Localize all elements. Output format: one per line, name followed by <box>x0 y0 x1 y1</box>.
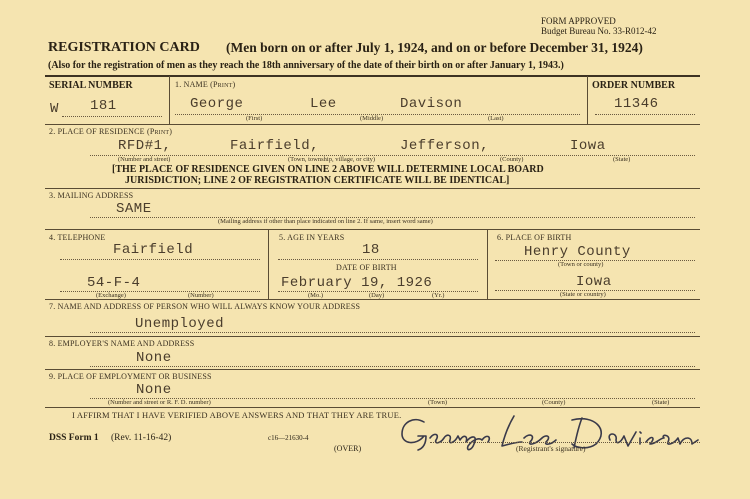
order-label: ORDER NUMBER <box>592 80 676 91</box>
residence-street: RFD#1, <box>118 138 172 154</box>
serial-prefix: W <box>50 101 59 117</box>
birthplace-state: Iowa <box>576 274 612 290</box>
birthplace-town-caption: (Town or county) <box>558 261 604 268</box>
employer-value: None <box>136 350 172 366</box>
telephone-line-2 <box>60 291 260 292</box>
residence-state: Iowa <box>570 138 606 154</box>
age-label: 5. AGE IN YEARS <box>279 233 345 242</box>
name-first: George <box>190 96 244 112</box>
telephone-label: 4. TELEPHONE <box>49 233 106 242</box>
dob-label: DATE OF BIRTH <box>336 263 397 272</box>
rule-residence <box>45 124 700 125</box>
telephone-exchange-caption: (Exchange) <box>96 292 126 299</box>
card-title: REGISTRATION CARD <box>48 40 200 55</box>
dob-mo-caption: (Mo.) <box>308 292 323 299</box>
birthplace-town: Henry County <box>524 244 631 260</box>
dob-day-caption: (Day) <box>369 292 385 299</box>
name-first-caption: (First) <box>246 115 263 122</box>
dob-value: February 19, 1926 <box>281 275 433 291</box>
affirmation-text: I AFFIRM THAT I HAVE VERIFIED ABOVE ANSWERS AND THAT THEY ARE TRUE. <box>72 410 402 420</box>
serial-line <box>62 116 162 117</box>
rule-mailing <box>45 188 700 189</box>
card-title-detail: (Men born on or after July 1, 1924, and on or before December 31, 1924) <box>226 40 643 55</box>
employment-state-caption: (State) <box>652 399 670 406</box>
residence-line <box>90 155 695 156</box>
employment-place-value: None <box>136 382 172 398</box>
age-line <box>278 259 478 260</box>
rule-contact <box>45 299 700 300</box>
signature-caption: (Registrant's signature) <box>516 444 586 453</box>
birthplace-state-caption: (State or country) <box>560 291 606 298</box>
telephone-number: 54-F-4 <box>87 275 141 291</box>
telephone-line-1 <box>60 259 260 260</box>
order-line <box>595 114 695 115</box>
form-revision: (Rev. 11-16-42) <box>111 433 172 443</box>
form-number: DSS Form 1 <box>49 433 99 443</box>
mailing-label: 3. MAILING ADDRESS <box>49 191 134 200</box>
divider-age <box>268 230 269 299</box>
name-label: 1. NAME (Print) <box>175 80 236 89</box>
age-value: 18 <box>362 242 380 258</box>
name-last-caption: (Last) <box>488 115 504 122</box>
residence-notice-1: [THE PLACE OF RESIDENCE GIVEN ON LINE 2 ABOVE WILL DETERMINE LOCAL BOARD <box>112 164 544 175</box>
residence-label: 2. PLACE OF RESIDENCE (Print) <box>49 127 173 136</box>
employment-town-caption: (Town) <box>428 399 448 406</box>
divider-serial <box>169 76 170 124</box>
residence-notice-2: JURISDICTION; LINE 2 OF REGISTRATION CERTIFICATE WILL BE IDENTICAL] <box>125 175 510 186</box>
residence-county: Jefferson, <box>400 138 490 154</box>
employer-line <box>90 366 695 367</box>
birthplace-label: 6. PLACE OF BIRTH <box>497 233 572 242</box>
residence-street-caption: (Number and street) <box>118 156 171 163</box>
employer-label: 8. EMPLOYER'S NAME AND ADDRESS <box>49 339 195 348</box>
telephone-exchange-name: Fairfield <box>113 242 194 258</box>
serial-label: SERIAL NUMBER <box>49 80 133 91</box>
rule-telephone <box>45 229 700 230</box>
name-last: Davison <box>400 96 463 112</box>
divider-birth <box>487 230 488 299</box>
signature-line <box>430 442 700 443</box>
serial-value: 181 <box>90 98 117 114</box>
divider-order <box>587 76 588 124</box>
card-subtitle: (Also for the registration of men as they reach the 18th anniversary of the date of their birth on or after January 1, 1943.) <box>48 60 564 71</box>
name-middle-caption: (Middle) <box>360 115 384 122</box>
contact-label: 7. NAME AND ADDRESS OF PERSON WHO WILL ALWAYS KNOW YOUR ADDRESS <box>49 302 361 311</box>
mailing-value: SAME <box>116 201 152 217</box>
contact-value: Unemployed <box>135 316 225 332</box>
rule-employer <box>45 336 700 337</box>
over-text: (OVER) <box>334 444 362 453</box>
employment-place-label: 9. PLACE OF EMPLOYMENT OR BUSINESS <box>49 372 212 381</box>
order-value: 11346 <box>614 96 659 112</box>
contact-line <box>90 332 695 333</box>
rule-top <box>45 75 700 77</box>
residence-town: Fairfield, <box>230 138 320 154</box>
residence-state-caption: (State) <box>613 156 631 163</box>
budget-bureau-text: Budget Bureau No. 33-R012-42 <box>541 26 657 36</box>
telephone-number-caption: (Number) <box>188 292 214 299</box>
form-approved-text: FORM APPROVED <box>541 16 616 26</box>
rule-employment <box>45 369 700 370</box>
employment-county-caption: (County) <box>542 399 566 406</box>
print-code: c16—21630-4 <box>268 434 309 442</box>
dob-yr-caption: (Yr.) <box>432 292 445 299</box>
employment-street-caption: (Number and street or R. F. D. number) <box>108 399 211 406</box>
residence-town-caption: (Town, township, village, or city) <box>288 156 376 163</box>
name-middle: Lee <box>310 96 337 112</box>
residence-county-caption: (County) <box>500 156 524 163</box>
mailing-caption: (Mailing address if other than place indicated on line 2. If same, insert word same) <box>218 218 433 225</box>
